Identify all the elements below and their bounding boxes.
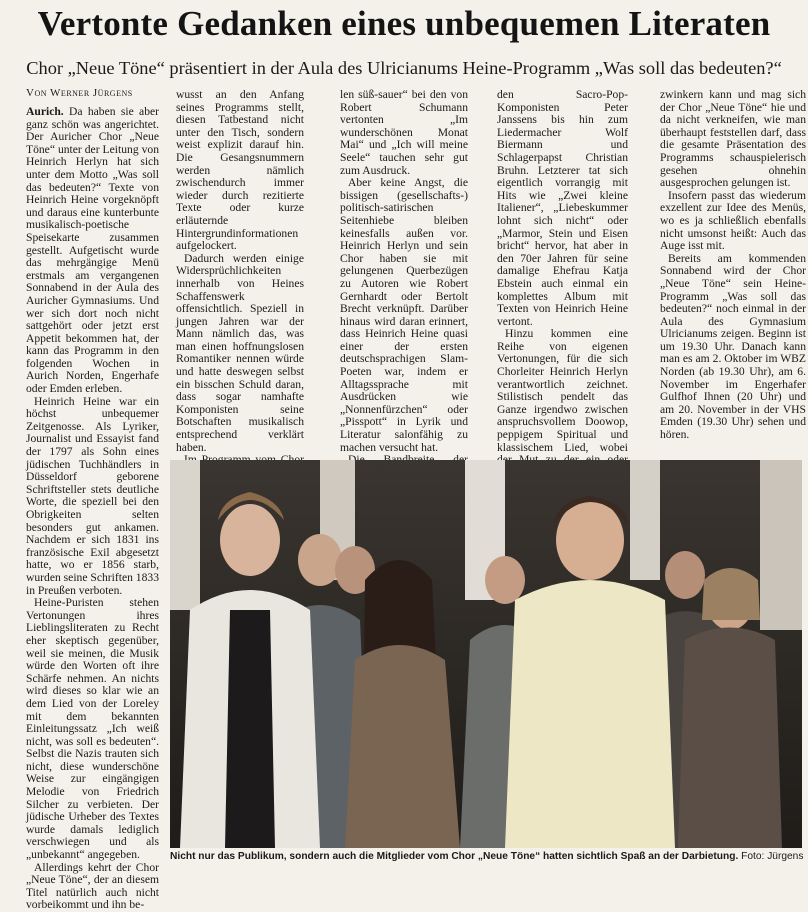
paragraph: Heine-Puristen stehen Vertonungen ihres Lieblingsliteraten zu Recht eher skeptisch gegenüber, weil sie meinen, die Musik würde den Worten oft ihre Schärfe nehmen. An nichts wird dieses so klar wie an dem Lied von der Loreley mit dem bekannten Einleitungssatz „Ich weiß nicht, was soll es bedeuten“. Selbst die Nazis trauten sich nicht, diese wunderschöne Weise zur eingängigen Melodie von Friedrich Silcher zu verbieten. Der jüdische Urheber des Textes wurde damals lediglich verschwiegen und als „unbekannt“ angegeben. [26, 596, 159, 862]
paragraph: Insofern passt das wiederum exzellent zur Idee des Menüs, wo es ja schließlich ebenfalls nicht umsonst heißt: Auch das Auge isst mit. [660, 188, 806, 253]
paragraph: wusst an den Anfang seines Programms stellt, diesen Tatbestand nicht unter den Tisch, sondern weist explizit darauf hin. Die Gesangsnummern werden nämlich zwischendurch immer wieder durch rezitierte Texte oder kurze erläuternde Hintergrundinformationen aufgelockert. [176, 88, 304, 253]
paragraph: Aber keine Angst, die bissigen (gesellschafts-) politisch-satirischen Seitenhiebe bleiben keinesfalls außen vor. Heinrich Herlyn und sein Chor haben sie mit gelungenen Querbezügen zu Autoren wie Robert Gernhardt oder Bertolt Brecht verknüpft. Darüber hinaus wird daran erinnert, dass Heinrich Heine quasi einer der ersten deutschsprachigen Slam-Poeten war, indem er Alltagssprache mit Ausdrücken wie „Nonnenfürzchen“ oder „Pisspott“ in Lyrik und Literatur salonfähig zu machen versucht hat. [340, 176, 468, 454]
photo-caption [170, 851, 804, 862]
dateline: Aurich. [26, 105, 64, 118]
article-column-2 [176, 89, 304, 457]
subheadline: Chor „Neue Töne“ präsentiert in der Aula des Ulricianums Heine-Programm „Was soll das bedeuten?“ [26, 58, 782, 78]
choir-photo [170, 460, 802, 848]
byline: Von Werner Jürgens [26, 87, 133, 99]
paragraph: len süß-sauer“ bei den von Robert Schumann vertonten „Im wunderschönen Monat Mai“ und „Ich will meine Seele“ tauchen sehr gut zum Ausdruck. [340, 88, 468, 177]
caption-text: Nicht nur das Publikum, sondern auch die Mitglieder vom Chor „Neue Töne“ hatten sichtlich Spaß an der Darbietung. [170, 851, 739, 862]
paragraph-text: Da haben sie aber ganz schön was angerichtet. Der Auricher Chor „Neue Töne“ unter der Leitung von Heinrich Herlyn hat sich unter dem Motto „Was soll das bedeuten?“ Texte von Heinrich Heine vorgeknöpft und daraus eine kunterbunte musikalisch-poetische Speisekarte zusammen gestellt. Aufgetischt wurde das mehrgängige Menü erstmals am vergangenen Sonnabend in der Aula des Auricher Gymnasiums. Und wer sich dort noch nicht sattgehört oder jetzt erst Appetit bekommen hat, der kann das Programm in den folgenden Wochen in Aurich Norden, Engerhafe oder Emden erleben. [26, 105, 159, 396]
article-column-4 [497, 89, 628, 457]
paragraph: Heinrich Heine war ein höchst unbequemer Zeitgenosse. Als Lyriker, Journalist und Essayist fand der 1797 als Sohn eines jüdischen Tuchhändlers in Düsseldorf geborene Schriftsteller stets deutliche Worte, die speziell bei den Obrigkeiten selten besonders gut ankamen. Nachdem er sich 1831 ins französische Exil abgesetzt hatte, wo er 1856 starb, wurden seine Schriften 1833 in Preußen verboten. [26, 394, 159, 597]
paragraph: Allerdings kehrt der Chor „Neue Töne“, der an diesem Titel natürlich auch nicht vorbeikommt und ihn be- [26, 860, 159, 912]
paragraph: Bereits am kommenden Sonnabend wird der Chor „Neue Töne“ sein Heine-Programm „Was soll das bedeuten?“ noch einmal in der Aula des Gymnasium Ulricianums zeigen. Beginn ist um 19.30 Uhr. Danach kann man es am 2. Oktober im WBZ Norden (ab 19.30 Uhr), am 6. November im Engerhafer Gulfhof Ihnen (20 Uhr) und am 20. November in der VHS Emden (19.30 Uhr) sehen und hören. [660, 251, 806, 442]
paragraph: Hinzu kommen eine Reihe von eigenen Vertonungen, für die sich Chorleiter Heinrich Herlyn verantwortlich zeichnet. Stilistisch pendelt das Ganze irgendwo zwischen anspruchsvollem Doowop, peppigem Spiritual und klassischem Lied, wobei [497, 327, 628, 454]
paragraph: zwinkern kann und mag sich der Chor „Neue Töne“ hie und da nicht verkneifen, wie man überhaupt feststellen darf, dass die gesamte Präsentation des Programms schauspielerisch gesehen ohnehin ausgesprochen gelungen ist. [660, 88, 806, 190]
article-column-5 [660, 89, 806, 457]
paragraph: den Sacro-Pop-Komponisten Peter Janssens bis hin zum Liedermacher Wolf Biermann und Schlagerpapst Christian Bruhn. Letzterer tat sich eigentlich vorrangig mit Hits wie „Zwei kleine Italiener“, „Liebeskummer lohnt sich nicht“ oder „Marmor, Stein und Eisen bricht“ hervor, hat aber in den 70er Jahren für seine damalige Ehefrau Katja Ebstein auch einmal ein komplettes Album mit Texten von Heinrich Heine vertont. [497, 88, 628, 328]
article-column-3 [340, 89, 468, 457]
choir-photo-illustration [170, 460, 802, 848]
paragraph: Dadurch werden einige Widersprüchlichkeiten innerhalb von Heines Schaffenswerk offensichtlich. Speziell in jungen Jahren war der Mann nämlich das, was man einen hoffnungslosen Romantiker nennen würde und hatte deswegen selbst ein bisschen Schuld daran, dass sogar namhafte Komponisten seine Botschaften musikalisch entsprechend verklärt haben. [176, 251, 304, 454]
paragraph [26, 106, 159, 396]
photo-credit: Foto: Jürgens [741, 851, 804, 862]
article-column-1 [26, 105, 159, 912]
headline: Vertonte Gedanken eines unbequemen Literaten [37, 4, 771, 43]
